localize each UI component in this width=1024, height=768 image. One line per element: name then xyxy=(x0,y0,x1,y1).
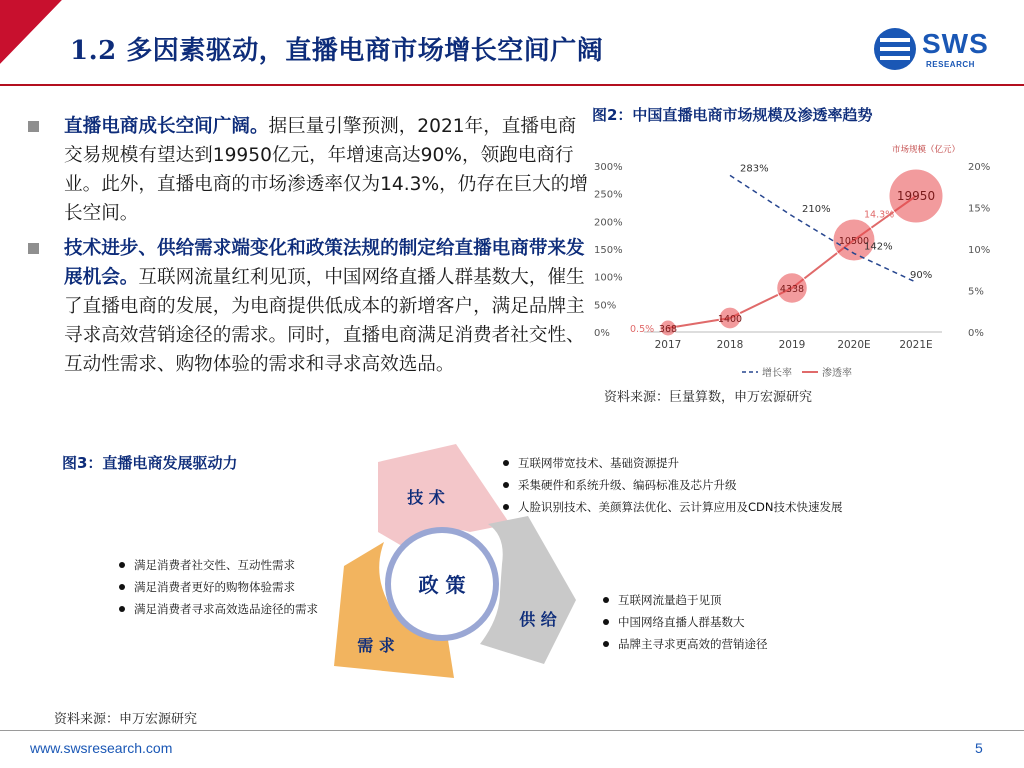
market-size-chart xyxy=(592,140,1002,380)
list-item: 品牌主寻求更高效的营销途径 xyxy=(600,633,768,655)
bullet-list xyxy=(24,112,590,385)
legend-penetration-label: 渗透率 xyxy=(822,368,852,379)
bullet-body: 据巨量引擎预测，2021年，直播电商交易规模有望达到19950亿元，年增速高达90%，领跑电商行业。此外，直播电商的市场渗透率仅为14.3%，仍存在巨大的增长空间。 xyxy=(64,116,588,224)
left-axis-tick: 0% xyxy=(594,328,610,339)
footer-divider xyxy=(0,730,1024,731)
tech-driver-list xyxy=(500,452,842,518)
supply-driver-list xyxy=(600,589,768,655)
left-axis-tick: 100% xyxy=(594,272,623,284)
bubble-label: 4338 xyxy=(779,284,805,295)
page-number: 5 xyxy=(975,740,983,756)
list-item: 满足消费者寻求高效选品途径的需求 xyxy=(116,598,318,620)
logo-mark-icon xyxy=(872,26,918,72)
segment-tech-label: 技 术 xyxy=(407,488,445,507)
list-item: 采集硬件和系统升级、编码标准及芯片升级 xyxy=(500,474,842,496)
left-axis-tick: 300% xyxy=(594,162,623,173)
right-axis-tick: 10% xyxy=(968,245,991,256)
list-item: 互联网流量趋于见顶 xyxy=(600,589,768,611)
list-item: 互联网带宽技术、基础资源提升 xyxy=(500,452,842,474)
corner-accent-shape xyxy=(0,0,70,82)
footer-url-link[interactable]: www.swsresearch.com xyxy=(30,740,173,756)
growth-rate-label: 90% xyxy=(910,270,933,282)
bullet-square-icon xyxy=(28,243,39,254)
sws-logo xyxy=(872,26,1002,76)
left-axis-tick: 250% xyxy=(594,189,623,201)
figure3-title: 图3：直播电商发展驱动力 xyxy=(62,454,238,472)
left-axis-tick: 50% xyxy=(594,300,617,312)
bullet-square-icon xyxy=(28,121,39,132)
right-axis-tick: 5% xyxy=(968,286,984,298)
segment-supply-label: 供 给 xyxy=(519,610,557,629)
bubble-label: 19950 xyxy=(896,189,936,203)
right-axis-tick: 15% xyxy=(968,203,991,215)
x-axis-tick: 2018 xyxy=(716,339,744,351)
figure2-title: 图2：中国直播电商市场规模及渗透率趋势 xyxy=(592,106,873,124)
logo-subtitle: RESEARCH xyxy=(926,60,975,69)
center-label: 政 策 xyxy=(418,573,466,597)
growth-rate-line xyxy=(730,175,916,282)
bullet-heading: 直播电商成长空间广阔。 xyxy=(64,116,269,137)
bubble-label: 368 xyxy=(658,324,678,335)
left-axis-tick: 150% xyxy=(594,245,623,256)
list-item: 满足消费者社交性、互动性需求 xyxy=(116,554,318,576)
bullet-item-drivers xyxy=(24,234,590,379)
logo-name: SWS xyxy=(922,28,989,59)
right-axis-tick: 0% xyxy=(968,328,984,339)
page-title: 1.2 多因素驱动，直播电商市场增长空间广阔 xyxy=(70,36,604,66)
bullet-body: 互联网流量红利见顶，中国网络直播人群基数大，催生了直播电商的发展，为电商提供低成本的新增客户，满足品牌主寻求高效营销途径的需求。同时，直播电商满足消费者社交性、互动性需求、购物体验的需求和寻求高效选品。 xyxy=(64,267,585,375)
bullet-heading: 技术进步、供给需求端变化和政策法规的制定给直播电商带来发展机会。 xyxy=(64,238,585,288)
bullet-item-growth xyxy=(24,112,590,228)
x-axis-tick: 2020E xyxy=(837,339,871,351)
figure3-source: 资料来源：申万宏源研究 xyxy=(54,712,198,727)
demand-driver-list xyxy=(116,554,318,620)
growth-rate-label: 210% xyxy=(802,203,831,215)
legend-growth-label: 增长率 xyxy=(762,368,792,379)
left-axis-tick: 200% xyxy=(594,217,623,229)
x-axis-tick: 2019 xyxy=(778,339,806,351)
title-divider xyxy=(0,84,1024,86)
growth-rate-label: 283% xyxy=(740,163,769,175)
chart-canvas xyxy=(592,140,1002,380)
right-axis-tick: 20% xyxy=(968,162,991,173)
penetration-label: 0.5% xyxy=(630,323,655,335)
bubble-label: 10500 xyxy=(838,236,870,247)
bubble-label: 1400 xyxy=(717,314,743,325)
legend-bubble-label: 市场规模（亿元） xyxy=(892,145,961,155)
list-item: 满足消费者更好的购物体验需求 xyxy=(116,576,318,598)
segment-demand-label: 需 求 xyxy=(357,636,395,655)
x-axis-tick: 2021E xyxy=(899,339,933,351)
x-axis-tick: 2017 xyxy=(654,339,682,351)
penetration-label: 14.3% xyxy=(864,209,895,221)
list-item: 人脸识别技术、美颜算法优化、云计算应用及CDN技术快速发展 xyxy=(500,496,842,518)
figure2-source: 资料来源：巨量算数，申万宏源研究 xyxy=(604,390,813,405)
growth-rate-label: 142% xyxy=(864,241,893,253)
list-item: 中国网络直播人群基数大 xyxy=(600,611,768,633)
